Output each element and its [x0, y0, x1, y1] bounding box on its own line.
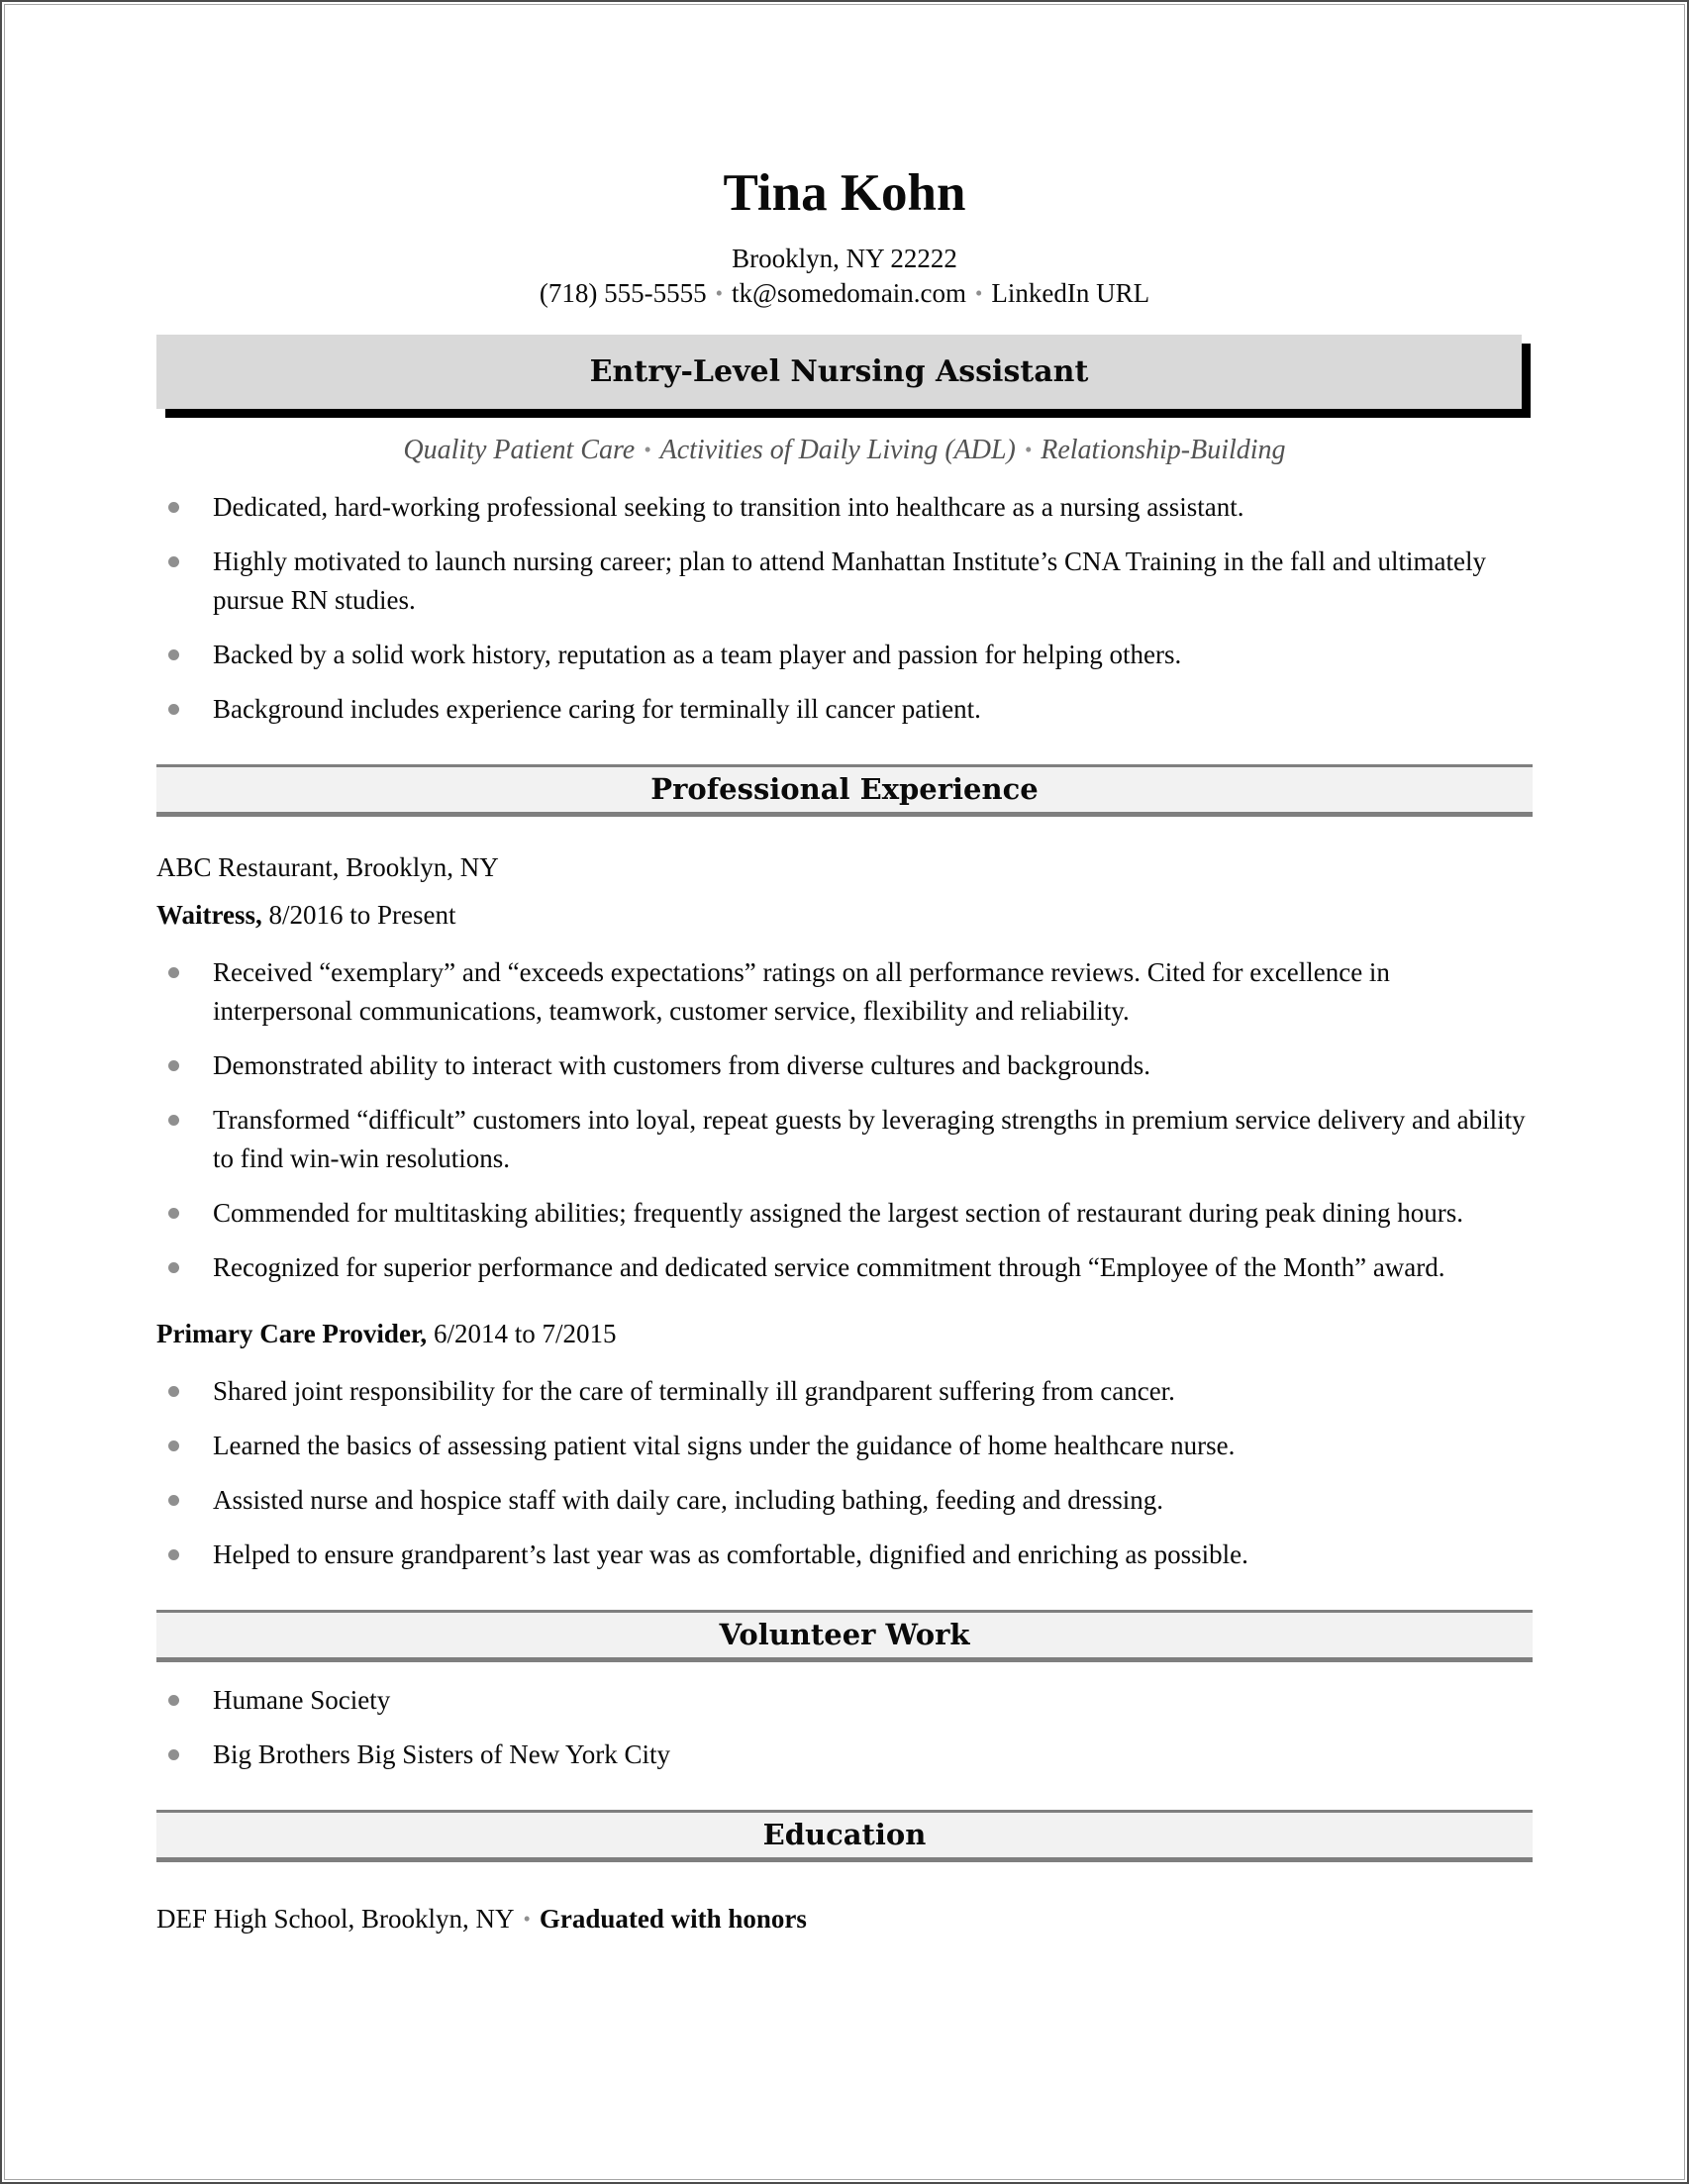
list-item: Highly motivated to launch nursing career; plan to attend Manhattan Institute’s CNA Training in the fall and ultimately pursue RN studies. [213, 543, 1533, 620]
section-header-education: Education [156, 1810, 1533, 1862]
honors-text: Graduated with honors [539, 1903, 807, 1934]
list-item: Big Brothers Big Sisters of New York City [213, 1736, 1533, 1774]
email-text: tk@somedomain.com [731, 277, 967, 308]
list-item: Commended for multitasking abilities; frequently assigned the largest section of restaurant during peak dining hours. [213, 1194, 1533, 1233]
list-item: Backed by a solid work history, reputation as a team player and passion for helping others. [213, 636, 1533, 674]
dot-separator-icon: • [1024, 437, 1033, 461]
address-line: Brooklyn, NY 22222 [732, 243, 957, 273]
volunteer-list [156, 1681, 1533, 1774]
list-item: Assisted nurse and hospice staff with daily care, including bathing, feeding and dressing. [213, 1481, 1533, 1520]
tagline-item: Quality Patient Care [403, 434, 636, 465]
company-line: ABC Restaurant, Brooklyn, NY [156, 851, 499, 882]
dot-separator-icon: • [715, 280, 723, 305]
linkedin-text: LinkedIn URL [991, 277, 1150, 308]
list-item: Learned the basics of assessing patient vital signs under the guidance of home healthcare nurse. [213, 1427, 1533, 1465]
list-item: Transformed “difficult” customers into loyal, repeat guests by leveraging strengths in premium service delivery and ability to find win-win resolutions. [213, 1101, 1533, 1178]
skills-tagline [156, 431, 1533, 469]
phone-number: (718) 555-5555 [539, 277, 707, 308]
list-item: Received “exemplary” and “exceeds expectations” ratings on all performance reviews. Cited for excellence in interpersonal communications, teamwork, customer service, flexibility and reliability. [213, 953, 1533, 1031]
summary-list [156, 488, 1533, 729]
job-title-line [156, 896, 1533, 935]
list-item: Background includes experience caring for terminally ill cancer patient. [213, 690, 1533, 729]
education-line [156, 1900, 1533, 1938]
list-item: Dedicated, hard-working professional seeking to transition into healthcare as a nursing assistant. [213, 488, 1533, 527]
job-dates: 8/2016 to Present [268, 899, 456, 930]
job-title: Primary Care Provider, [156, 1318, 428, 1348]
job-title: Waitress, [156, 899, 262, 930]
school-name: DEF High School, Brooklyn, NY [156, 1903, 515, 1934]
tagline-item: Relationship-Building [1041, 434, 1286, 465]
list-item: Recognized for superior performance and dedicated service commitment through “Employee of the Month” award. [213, 1248, 1533, 1287]
dot-separator-icon: • [975, 280, 983, 305]
job-title-banner: Entry-Level Nursing Assistant [156, 335, 1522, 409]
dot-separator-icon: • [644, 437, 651, 461]
job-dates: 6/2014 to 7/2015 [433, 1318, 617, 1348]
person-name: Tina Kohn [723, 164, 966, 222]
list-item: Shared joint responsibility for the care of terminally ill grandparent suffering from cancer. [213, 1372, 1533, 1411]
section-header-volunteer: Volunteer Work [156, 1610, 1533, 1662]
list-item: Demonstrated ability to interact with customers from diverse cultures and backgrounds. [213, 1046, 1533, 1085]
dot-separator-icon: • [523, 1906, 531, 1931]
contact-line [156, 276, 1533, 311]
job-title-line [156, 1315, 1533, 1353]
resume-header [156, 2, 1533, 409]
care-provider-duties-list [156, 1372, 1533, 1574]
list-item: Humane Society [213, 1681, 1533, 1720]
list-item: Helped to ensure grandparent’s last year was as comfortable, dignified and enriching as possible. [213, 1536, 1533, 1574]
waitress-duties-list [156, 953, 1533, 1287]
tagline-item: Activities of Daily Living (ADL) [659, 434, 1016, 465]
section-header-experience: Professional Experience [156, 764, 1533, 817]
